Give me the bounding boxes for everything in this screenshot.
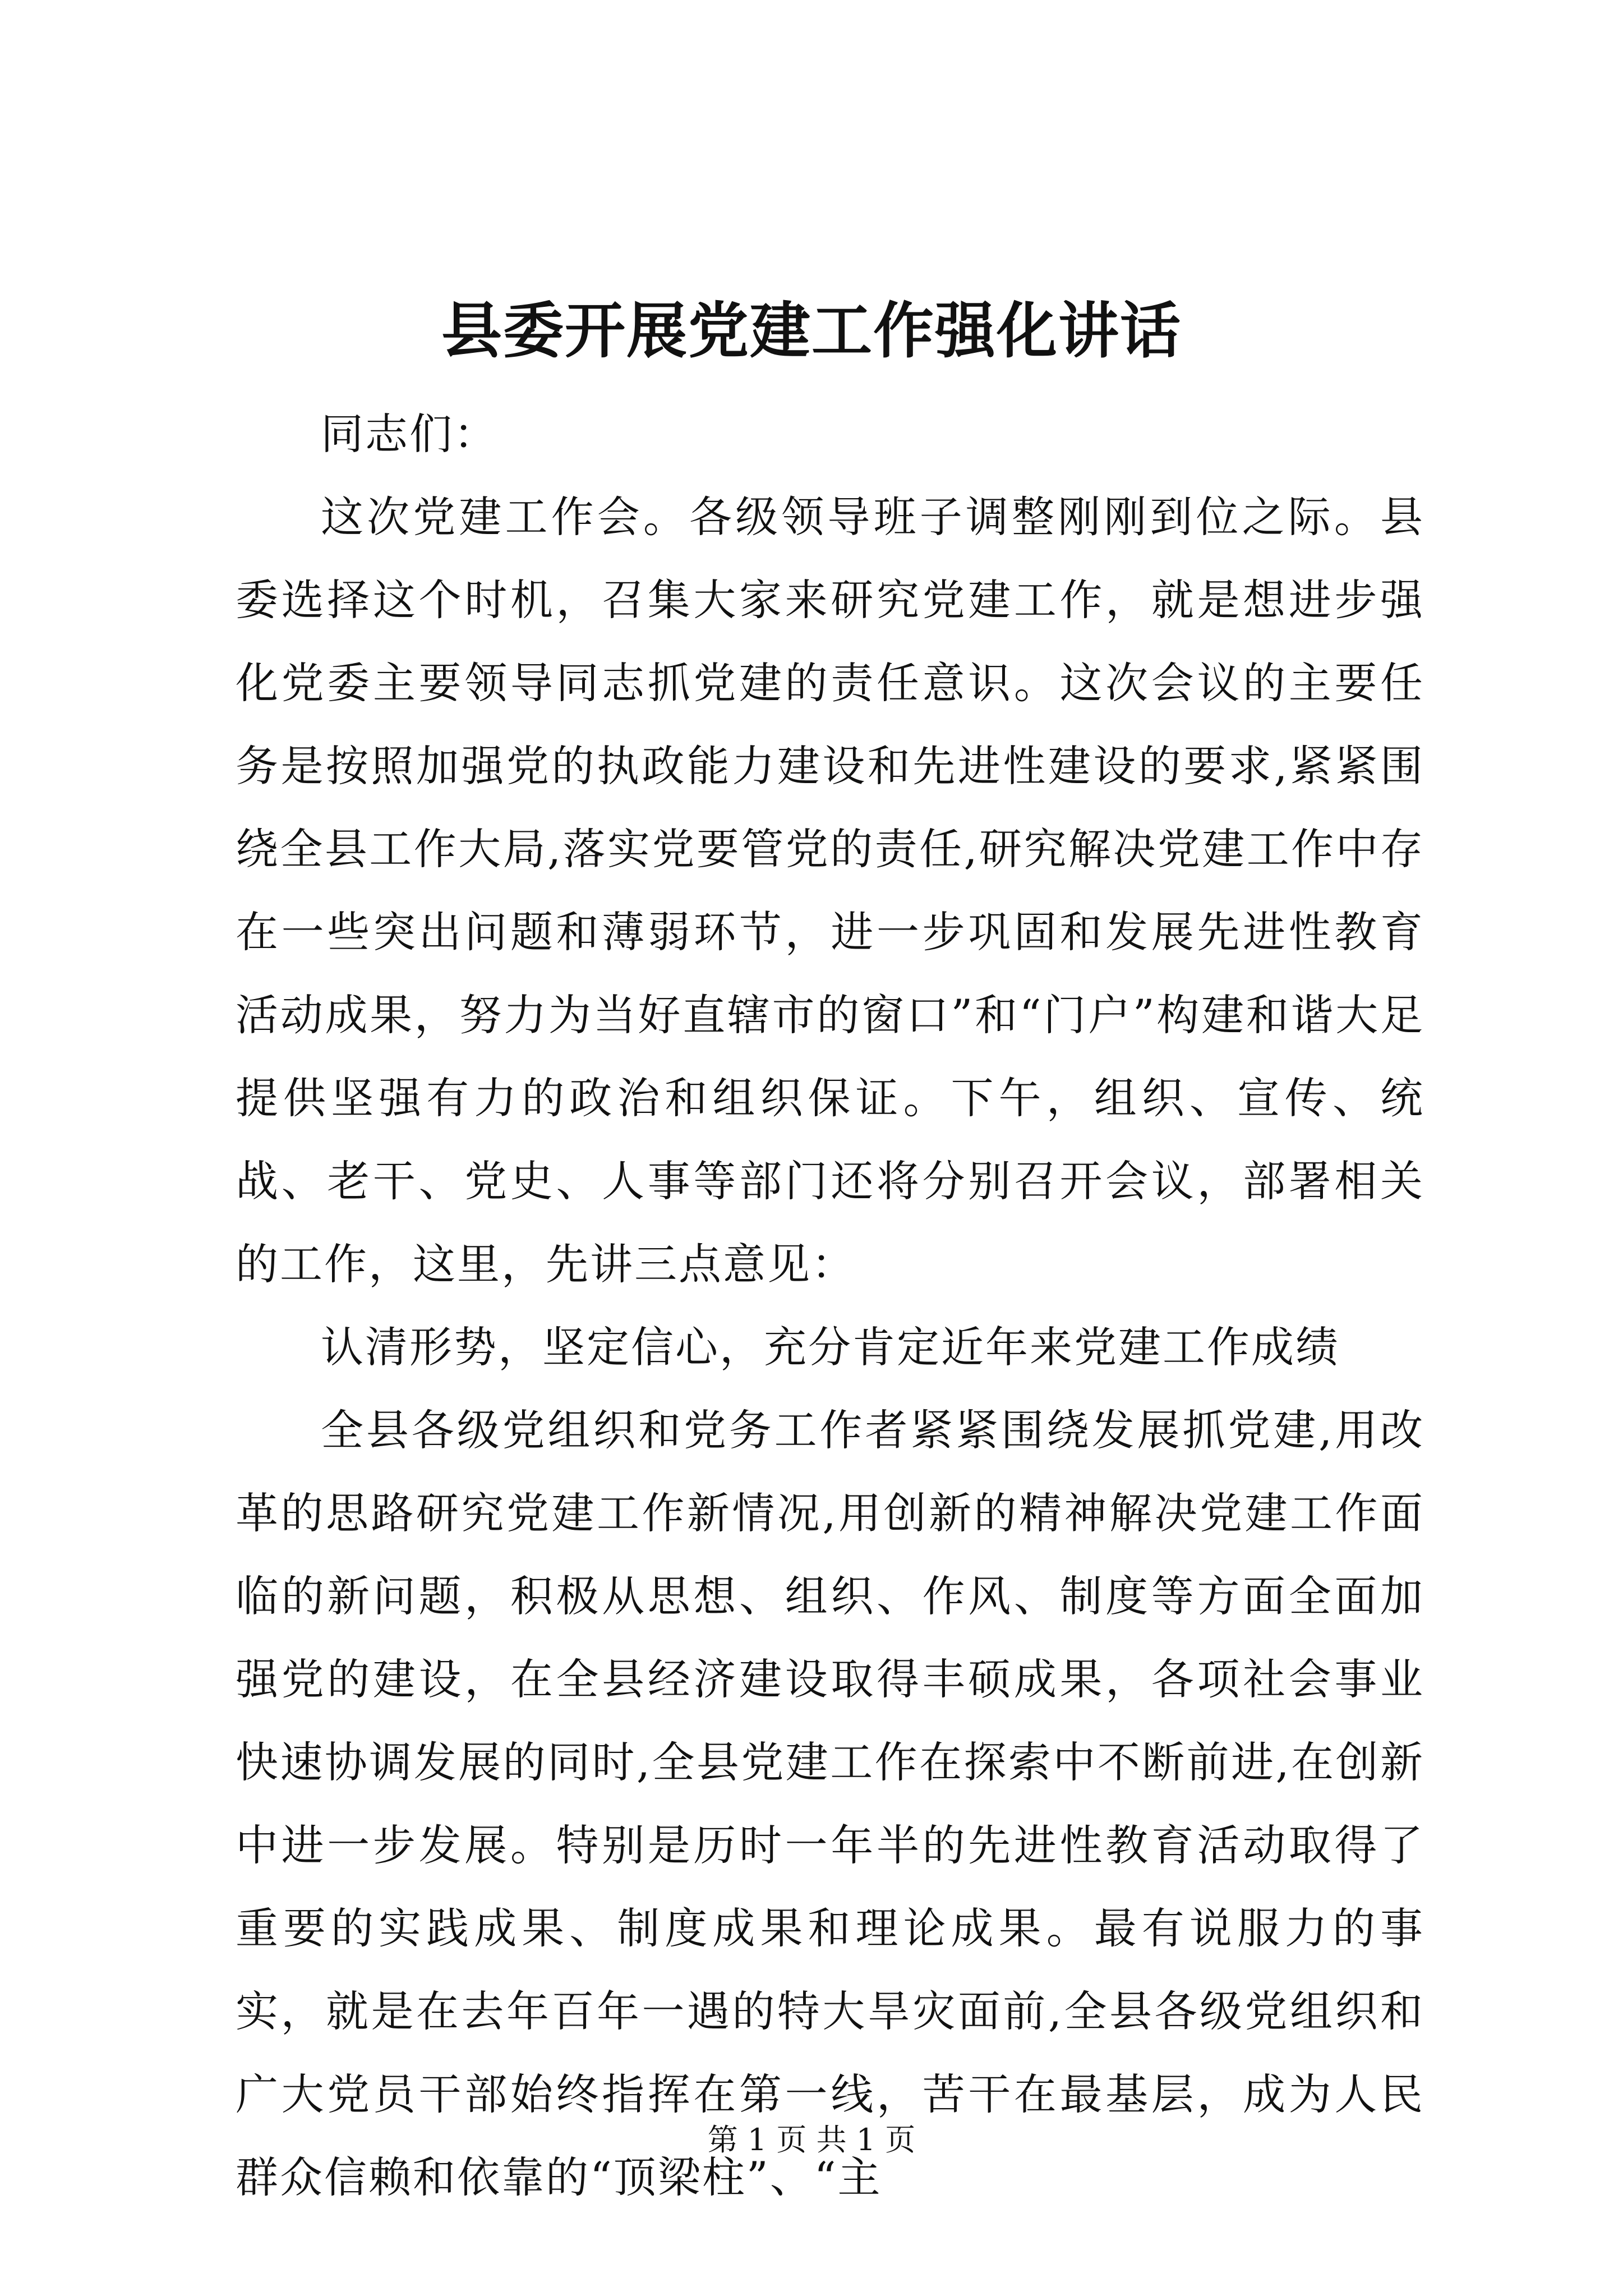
salutation: 同志们：	[321, 409, 498, 459]
document-title: 县委开展党建工作强化讲话	[441, 296, 1182, 366]
document-body	[236, 393, 1424, 2219]
body-paragraph-1: 这次党建工作会。各级领导班子调整刚刚到位之际。县委选择这个时机，召集大家来研究党建工作，就是想进步强化党委主要领导同志抓党建的责任意识。这次会议的主要任务是按照加强党的执政能力建设和先进性建设的要求,紧紧围绕全县工作大局,落实党要管党的责任,研究解决党建工作中存在一些突出问题和薄弱环节，进一步巩固和发展先进性教育活动成果，努力为当好直辖市的窗口”和“门户”构建和谐大足提供坚强有力的政治和组织保证。下午，组织、宣传、统战、老干、党史、人事等部门还将分别召开会议，部署相关的工作，这里，先讲三点意见：	[236, 492, 1424, 1289]
body-paragraph-2: 全县各级党组织和党务工作者紧紧围绕发展抓党建,用改革的思路研究党建工作新情况,用创新的精神解决党建工作面临的新问题，积极从思想、组织、作风、制度等方面全面加强党的建设，在全县经济建设取得丰硕成果，各项社会事业快速协调发展的同时,全县党建工作在探索中不断前进,在创新中进一步发展。特别是历时一年半的先进性教育活动取得了重要的实践成果、制度成果和理论成果。最有说服力的事实，就是在去年百年一遇的特大旱灾面前,全县各级党组织和广大党员干部始终指挥在第一线，苦干在最基层，成为人民群众信赖和依靠的“顶梁柱”、“主	[236, 1405, 1424, 2202]
section-heading-1: 认清形势，坚定信心，充分肯定近年来党建工作成绩	[321, 1322, 1340, 1372]
page-footer: 第 1 页 共 1 页	[707, 2122, 916, 2157]
